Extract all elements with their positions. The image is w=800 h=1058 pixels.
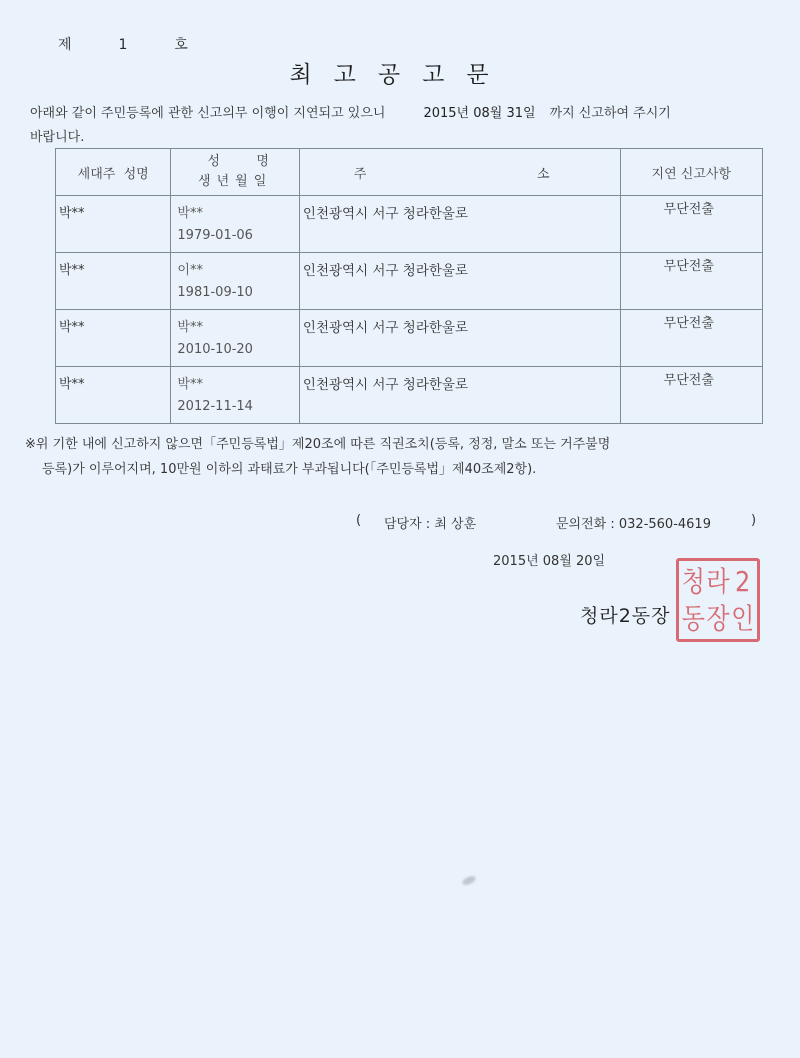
notice-line-2: 등록)가 이루어지며, 10만원 이하의 과태료가 부과됩니다(「주민등록법」제40조제2항).	[42, 462, 537, 477]
seal-char: 동	[681, 602, 705, 635]
contact-person: 담당자 : 최 상훈	[384, 517, 477, 532]
table-row	[56, 253, 763, 310]
document-title: 최고공고문	[289, 62, 511, 88]
birth-date: 2010-10-20	[177, 342, 253, 357]
table-row	[56, 367, 763, 424]
householder-cell: 박**	[59, 206, 85, 221]
official-seal-stamp	[676, 558, 760, 642]
address-cell: 인천광역시 서구 청라한울로	[302, 320, 468, 336]
address-cell: 인천광역시 서구 청라한울로	[302, 206, 468, 222]
doc-number-prefix: 제	[58, 37, 72, 53]
seal-char: 인	[731, 602, 755, 635]
header-address-left: 주	[353, 166, 367, 182]
table-header-row	[56, 149, 763, 196]
intro-text-3: 바랍니다.	[30, 130, 85, 145]
seal-char: 청	[681, 565, 705, 598]
header-address	[299, 149, 620, 196]
resident-name: 박**	[177, 206, 203, 221]
name-birth-cell	[171, 253, 299, 304]
householder-cell: 박**	[59, 377, 85, 392]
deadline-date: 2015년 08월 31일	[423, 106, 536, 121]
resident-name: 박**	[177, 377, 203, 392]
status-cell: 무단전출	[663, 259, 714, 274]
notice-line-1: ※위 기한 내에 신고하지 않으면「주민등록법」제20조에 따른 직권조치(등록, 정정, 말소 또는 거주불명	[25, 437, 611, 452]
address-cell: 인천광역시 서구 청라한울로	[302, 263, 468, 279]
contact-info	[356, 513, 761, 532]
householder-cell: 박**	[59, 320, 85, 335]
header-address-right: 소	[537, 166, 550, 182]
name-birth-cell	[171, 367, 299, 418]
contact-open-paren: (	[356, 513, 362, 528]
signer-title: 청라2동장	[580, 605, 671, 627]
legal-notice	[25, 432, 765, 482]
status-cell: 무단전출	[663, 316, 714, 331]
header-householder: 세대주 성명	[56, 149, 171, 196]
householder-cell: 박**	[59, 263, 85, 278]
contact-phone: 문의전화 : 032-560-4619	[556, 517, 711, 532]
seal-char: 장	[706, 602, 730, 635]
table-row	[56, 310, 763, 367]
contact-close-paren: )	[751, 513, 757, 528]
resident-name: 이**	[177, 263, 203, 278]
address-cell: 인천광역시 서구 청라한울로	[302, 377, 468, 393]
intro-text-2: 까지 신고하여 주시기	[549, 106, 671, 121]
resident-name: 박**	[177, 320, 203, 335]
birth-date: 1981-09-10	[177, 285, 253, 300]
name-birth-cell	[171, 196, 299, 247]
intro-text-1: 아래와 같이 주민등록에 관한 신고의무 이행이 지연되고 있으니	[30, 106, 386, 121]
document-number	[58, 34, 188, 54]
birth-date: 1979-01-06	[177, 228, 253, 243]
header-birth: 생년월일	[198, 174, 273, 189]
header-name-left: 성	[207, 154, 220, 169]
status-cell: 무단전출	[663, 373, 714, 388]
doc-number-value: 1	[118, 37, 128, 53]
header-name-right: 명	[256, 154, 269, 169]
doc-number-suffix: 호	[174, 37, 188, 53]
table-row	[56, 196, 763, 253]
seal-char: 라	[706, 565, 730, 598]
issue-date: 2015년 08월 20일	[493, 554, 606, 569]
intro-paragraph	[30, 102, 775, 150]
birth-date: 2012-11-14	[177, 399, 253, 414]
delinquent-residents-table	[55, 148, 763, 424]
header-status: 지연 신고사항	[620, 149, 762, 196]
header-name-birth	[171, 149, 300, 196]
status-cell: 무단전출	[663, 202, 714, 217]
name-birth-cell	[171, 310, 299, 361]
scan-smudge	[461, 874, 477, 886]
seal-char: 2	[735, 565, 751, 598]
